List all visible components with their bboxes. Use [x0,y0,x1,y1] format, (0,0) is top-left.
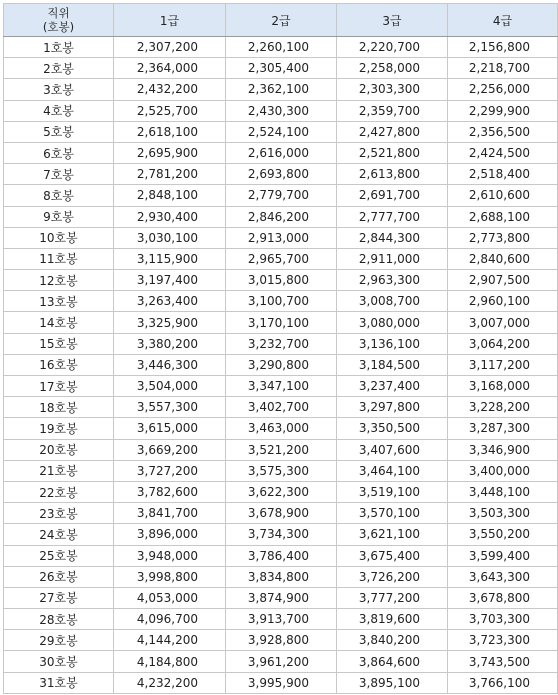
step-label-cell: 13호봉 [4,291,114,312]
step-label-cell: 27호봉 [4,587,114,608]
salary-cell-grade-3: 3,675,400 [337,545,448,566]
salary-cell-grade-4: 3,168,000 [448,376,558,397]
salary-cell-grade-4: 2,218,700 [448,58,558,79]
salary-cell-grade-3: 3,407,600 [337,439,448,460]
salary-cell-grade-2: 3,995,900 [226,672,337,693]
salary-cell-grade-3: 2,691,700 [337,185,448,206]
salary-cell-grade-3: 2,427,800 [337,121,448,142]
salary-cell-grade-3: 2,613,800 [337,164,448,185]
header-corner-position: 직위 [47,6,70,20]
step-label-cell: 9호봉 [4,206,114,227]
step-label-cell: 10호봉 [4,227,114,248]
salary-cell-grade-4: 3,643,300 [448,566,558,587]
salary-cell-grade-4: 3,400,000 [448,460,558,481]
salary-cell-grade-4: 3,287,300 [448,418,558,439]
step-label-cell: 23호봉 [4,503,114,524]
table-row [4,587,558,608]
salary-cell-grade-2: 3,913,700 [226,609,337,630]
salary-cell-grade-3: 2,844,300 [337,227,448,248]
salary-cell-grade-1: 3,115,900 [114,248,226,269]
salary-cell-grade-4: 3,550,200 [448,524,558,545]
salary-cell-grade-3: 3,726,200 [337,566,448,587]
table-row [4,185,558,206]
step-label-cell: 2호봉 [4,58,114,79]
salary-cell-grade-4: 2,424,500 [448,142,558,163]
table-row [4,503,558,524]
salary-cell-grade-3: 3,777,200 [337,587,448,608]
salary-cell-grade-1: 3,030,100 [114,227,226,248]
salary-cell-grade-2: 2,913,000 [226,227,337,248]
salary-cell-grade-2: 2,965,700 [226,248,337,269]
table-row [4,418,558,439]
header-row [4,4,558,37]
salary-cell-grade-2: 3,734,300 [226,524,337,545]
salary-cell-grade-3: 3,570,100 [337,503,448,524]
step-label-cell: 28호봉 [4,609,114,630]
salary-cell-grade-3: 2,963,300 [337,270,448,291]
salary-cell-grade-1: 3,446,300 [114,354,226,375]
salary-cell-grade-3: 3,350,500 [337,418,448,439]
table-row [4,206,558,227]
salary-cell-grade-2: 3,874,900 [226,587,337,608]
salary-cell-grade-4: 3,448,100 [448,481,558,502]
salary-cell-grade-4: 2,907,500 [448,270,558,291]
step-label-cell: 19호봉 [4,418,114,439]
header-grade-3: 3급 [337,4,448,37]
table-row [4,142,558,163]
salary-cell-grade-3: 3,895,100 [337,672,448,693]
header-corner-step: (호봉) [42,20,75,34]
salary-cell-grade-2: 2,430,300 [226,100,337,121]
salary-cell-grade-3: 3,819,600 [337,609,448,630]
salary-cell-grade-1: 4,232,200 [114,672,226,693]
salary-cell-grade-1: 2,432,200 [114,79,226,100]
salary-cell-grade-1: 4,144,200 [114,630,226,651]
table-row [4,609,558,630]
salary-cell-grade-2: 3,575,300 [226,460,337,481]
salary-cell-grade-1: 4,184,800 [114,651,226,672]
step-label-cell: 12호봉 [4,270,114,291]
salary-cell-grade-4: 3,117,200 [448,354,558,375]
table-row [4,121,558,142]
salary-cell-grade-4: 2,960,100 [448,291,558,312]
salary-cell-grade-2: 3,290,800 [226,354,337,375]
header-corner-cell [4,4,114,37]
salary-cell-grade-1: 4,096,700 [114,609,226,630]
table-row [4,79,558,100]
salary-cell-grade-2: 2,616,000 [226,142,337,163]
salary-cell-grade-1: 3,263,400 [114,291,226,312]
salary-cell-grade-2: 2,260,100 [226,37,337,58]
step-label-cell: 16호봉 [4,354,114,375]
table-row [4,291,558,312]
salary-cell-grade-1: 2,525,700 [114,100,226,121]
salary-cell-grade-2: 3,622,300 [226,481,337,502]
step-label-cell: 17호봉 [4,376,114,397]
table-row [4,397,558,418]
table-row [4,354,558,375]
salary-cell-grade-3: 3,136,100 [337,333,448,354]
salary-cell-grade-4: 3,228,200 [448,397,558,418]
salary-cell-grade-4: 3,743,500 [448,651,558,672]
salary-cell-grade-2: 3,928,800 [226,630,337,651]
step-label-cell: 14호봉 [4,312,114,333]
salary-cell-grade-3: 2,359,700 [337,100,448,121]
salary-cell-grade-4: 3,346,900 [448,439,558,460]
salary-cell-grade-1: 2,695,900 [114,142,226,163]
salary-cell-grade-4: 2,688,100 [448,206,558,227]
salary-cell-grade-2: 3,402,700 [226,397,337,418]
salary-cell-grade-4: 2,840,600 [448,248,558,269]
salary-cell-grade-1: 3,998,800 [114,566,226,587]
salary-cell-grade-3: 2,777,700 [337,206,448,227]
salary-cell-grade-1: 2,364,000 [114,58,226,79]
salary-cell-grade-2: 3,678,900 [226,503,337,524]
salary-cell-grade-4: 2,773,800 [448,227,558,248]
table-body [4,37,558,694]
salary-cell-grade-2: 2,305,400 [226,58,337,79]
salary-cell-grade-4: 3,503,300 [448,503,558,524]
salary-cell-grade-1: 2,848,100 [114,185,226,206]
salary-cell-grade-1: 3,727,200 [114,460,226,481]
table-row [4,481,558,502]
salary-cell-grade-2: 2,846,200 [226,206,337,227]
table-header [4,4,558,37]
table-row [4,376,558,397]
salary-cell-grade-3: 2,258,000 [337,58,448,79]
salary-cell-grade-2: 3,961,200 [226,651,337,672]
salary-cell-grade-3: 3,621,100 [337,524,448,545]
salary-cell-grade-2: 3,834,800 [226,566,337,587]
step-label-cell: 26호봉 [4,566,114,587]
step-label-cell: 21호봉 [4,460,114,481]
salary-cell-grade-2: 3,015,800 [226,270,337,291]
table-row [4,37,558,58]
table-row [4,566,558,587]
salary-cell-grade-2: 3,463,000 [226,418,337,439]
salary-cell-grade-3: 3,184,500 [337,354,448,375]
step-label-cell: 6호봉 [4,142,114,163]
step-label-cell: 1호봉 [4,37,114,58]
salary-cell-grade-1: 2,781,200 [114,164,226,185]
salary-cell-grade-1: 2,618,100 [114,121,226,142]
salary-cell-grade-1: 3,782,600 [114,481,226,502]
step-label-cell: 3호봉 [4,79,114,100]
table-row [4,524,558,545]
table-row [4,227,558,248]
salary-cell-grade-3: 3,464,100 [337,460,448,481]
salary-cell-grade-1: 2,930,400 [114,206,226,227]
salary-cell-grade-1: 3,896,000 [114,524,226,545]
step-label-cell: 29호봉 [4,630,114,651]
salary-cell-grade-3: 3,080,000 [337,312,448,333]
salary-cell-grade-1: 3,504,000 [114,376,226,397]
salary-cell-grade-1: 3,325,900 [114,312,226,333]
header-grade-1: 1급 [114,4,226,37]
table-row [4,439,558,460]
salary-cell-grade-3: 3,519,100 [337,481,448,502]
table-row [4,100,558,121]
step-label-cell: 8호봉 [4,185,114,206]
step-label-cell: 18호봉 [4,397,114,418]
step-label-cell: 5호봉 [4,121,114,142]
salary-cell-grade-3: 2,220,700 [337,37,448,58]
step-label-cell: 4호봉 [4,100,114,121]
table-row [4,164,558,185]
salary-cell-grade-2: 3,521,200 [226,439,337,460]
salary-cell-grade-1: 4,053,000 [114,587,226,608]
salary-cell-grade-4: 2,256,000 [448,79,558,100]
salary-cell-grade-4: 3,703,300 [448,609,558,630]
salary-cell-grade-3: 3,864,600 [337,651,448,672]
salary-cell-grade-3: 3,297,800 [337,397,448,418]
salary-cell-grade-3: 3,237,400 [337,376,448,397]
salary-cell-grade-1: 3,615,000 [114,418,226,439]
step-label-cell: 7호봉 [4,164,114,185]
salary-cell-grade-2: 3,170,100 [226,312,337,333]
salary-cell-grade-4: 2,299,900 [448,100,558,121]
salary-cell-grade-2: 2,524,100 [226,121,337,142]
salary-cell-grade-2: 2,693,800 [226,164,337,185]
salary-cell-grade-3: 2,911,000 [337,248,448,269]
salary-cell-grade-3: 3,840,200 [337,630,448,651]
salary-cell-grade-2: 3,347,100 [226,376,337,397]
salary-cell-grade-2: 3,100,700 [226,291,337,312]
salary-cell-grade-4: 2,518,400 [448,164,558,185]
salary-cell-grade-2: 3,232,700 [226,333,337,354]
salary-cell-grade-3: 2,521,800 [337,142,448,163]
salary-table [3,3,558,694]
salary-cell-grade-3: 2,303,300 [337,79,448,100]
salary-table-container [3,3,558,694]
step-label-cell: 31호봉 [4,672,114,693]
table-row [4,545,558,566]
salary-cell-grade-1: 3,948,000 [114,545,226,566]
step-label-cell: 22호봉 [4,481,114,502]
salary-cell-grade-1: 3,380,200 [114,333,226,354]
table-row [4,672,558,693]
table-row [4,630,558,651]
salary-cell-grade-1: 3,669,200 [114,439,226,460]
salary-cell-grade-4: 2,610,600 [448,185,558,206]
table-row [4,312,558,333]
header-grade-2: 2급 [226,4,337,37]
salary-cell-grade-1: 3,841,700 [114,503,226,524]
table-row [4,248,558,269]
salary-cell-grade-4: 2,156,800 [448,37,558,58]
step-label-cell: 15호봉 [4,333,114,354]
salary-cell-grade-2: 3,786,400 [226,545,337,566]
salary-cell-grade-4: 2,356,500 [448,121,558,142]
salary-cell-grade-4: 3,599,400 [448,545,558,566]
step-label-cell: 30호봉 [4,651,114,672]
header-grade-4: 4급 [448,4,558,37]
step-label-cell: 24호봉 [4,524,114,545]
salary-cell-grade-4: 3,723,300 [448,630,558,651]
table-row [4,460,558,481]
table-row [4,58,558,79]
table-row [4,270,558,291]
salary-cell-grade-1: 3,197,400 [114,270,226,291]
salary-cell-grade-4: 3,064,200 [448,333,558,354]
salary-cell-grade-4: 3,678,800 [448,587,558,608]
salary-cell-grade-1: 2,307,200 [114,37,226,58]
salary-cell-grade-2: 2,779,700 [226,185,337,206]
salary-cell-grade-2: 2,362,100 [226,79,337,100]
salary-cell-grade-1: 3,557,300 [114,397,226,418]
step-label-cell: 25호봉 [4,545,114,566]
table-row [4,651,558,672]
salary-cell-grade-4: 3,007,000 [448,312,558,333]
salary-cell-grade-3: 3,008,700 [337,291,448,312]
step-label-cell: 20호봉 [4,439,114,460]
salary-cell-grade-4: 3,766,100 [448,672,558,693]
table-row [4,333,558,354]
step-label-cell: 11호봉 [4,248,114,269]
